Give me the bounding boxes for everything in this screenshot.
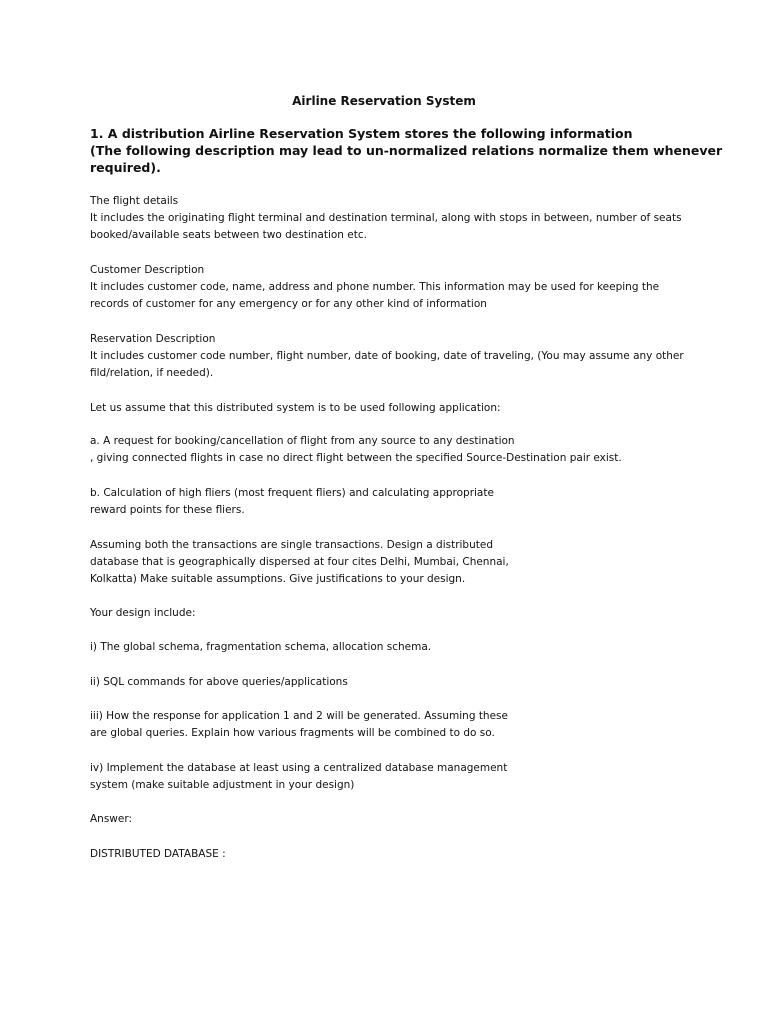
question-line: required). <box>90 160 161 175</box>
paragraph-line: a. A request for booking/cancellation of flight from any source to any destination <box>90 435 515 447</box>
paragraph-line: , giving connected flights in case no direct flight between the specified Source-Destination pair exist. <box>90 452 622 464</box>
answer-label <box>90 811 680 828</box>
flight-details-section <box>90 193 680 244</box>
paragraph-line: b. Calculation of high fliers (most frequent fliers) and calculating appropriate <box>90 487 494 499</box>
paragraph-line: It includes customer code number, flight number, date of booking, date of traveling, (You may assume any other <box>90 350 684 362</box>
paragraph-line: Let us assume that this distributed system is to be used following application: <box>90 402 501 414</box>
paragraph-line: It includes the originating flight terminal and destination terminal, along with stops in between, number of seats <box>90 212 682 224</box>
design-include <box>90 605 680 622</box>
application-a <box>90 433 680 467</box>
paragraph-line: iii) How the response for application 1 and 2 will be generated. Assuming these <box>90 710 508 722</box>
paragraph-line: database that is geographically dispersed at four cites Delhi, Mumbai, Chennai, <box>90 556 509 568</box>
document-title: Airline Reservation System <box>292 94 476 108</box>
distributed-database-label <box>90 846 680 863</box>
item-iv <box>90 760 680 794</box>
reservation-description-section <box>90 331 684 382</box>
paragraph-line: It includes customer code, name, address and phone number. This information may be used for keeping the <box>90 281 660 293</box>
item-i <box>90 639 680 656</box>
assumption-intro <box>90 400 680 417</box>
customer-description-heading: Customer Description <box>90 264 205 276</box>
question-line: 1. A distribution Airline Reservation System stores the following information <box>90 126 633 141</box>
paragraph-line: Assuming both the transactions are single transactions. Design a distributed <box>90 539 493 551</box>
paragraph-line: Your design include: <box>90 607 196 619</box>
paragraph-line: fild/relation, if needed). <box>90 367 214 379</box>
item-iii <box>90 708 680 742</box>
paragraph-line: DISTRIBUTED DATABASE : <box>90 848 226 860</box>
item-ii <box>90 674 680 691</box>
question-line: (The following description may lead to un-normalized relations normalize them whenever <box>90 143 723 158</box>
paragraph-line: records of customer for any emergency or for any other kind of information <box>90 298 487 310</box>
design-task <box>90 537 680 588</box>
paragraph-line: iv) Implement the database at least using a centralized database management <box>90 762 508 774</box>
paragraph-line: ii) SQL commands for above queries/applications <box>90 676 348 688</box>
paragraph-line: i) The global schema, fragmentation schema, allocation schema. <box>90 641 432 653</box>
reservation-description-heading: Reservation Description <box>90 333 216 345</box>
customer-description-section <box>90 262 680 313</box>
paragraph-line: Answer: <box>90 813 133 825</box>
paragraph-line: are global queries. Explain how various fragments will be combined to do so. <box>90 727 495 739</box>
paragraph-line: reward points for these fliers. <box>90 504 245 516</box>
paragraph-line: booked/available seats between two destination etc. <box>90 229 367 241</box>
paragraph-line: system (make suitable adjustment in your design) <box>90 779 355 791</box>
question-heading <box>90 125 723 176</box>
flight-details-heading: The flight details <box>90 195 179 207</box>
application-b <box>90 485 680 519</box>
paragraph-line: Kolkatta) Make suitable assumptions. Give justifications to your design. <box>90 573 466 585</box>
